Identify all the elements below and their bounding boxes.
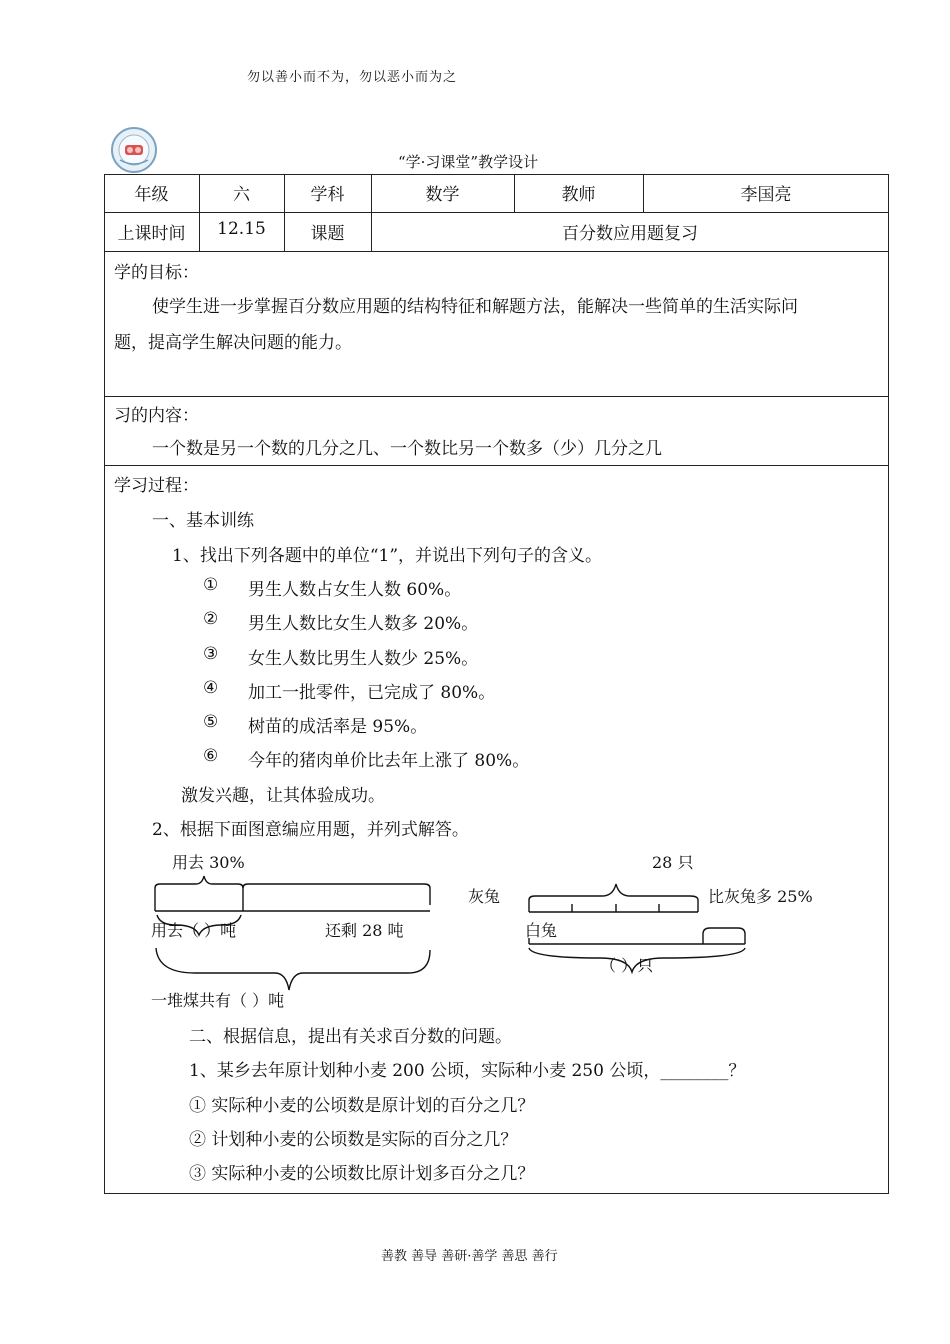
sub-question: ① 实际种小麦的公顷数是原计划的百分之几？ [189,1096,535,1116]
footer-slogan: 善教 善导 善研·善学 善思 善行 [381,1249,558,1264]
label-white-rabbit-answer: （ ）只 [600,956,654,975]
label-coal-total: 一堆煤共有（ ）吨 [151,991,285,1010]
topic-label: 课题 [310,224,345,244]
content-text: 一个数是另一个数的几分之几、一个数比另一个数多（少）几分之几 [152,439,662,459]
sub-question: ② 计划种小麦的公顷数是实际的百分之几？ [189,1130,518,1150]
label-used-percent: 用去 30% [172,853,245,872]
subject-label: 学科 [310,185,345,205]
item-text: 男生人数比女生人数多 20%。 [248,614,479,634]
item-number: ② [203,609,219,629]
item-text: 加工一批零件，已完成了 80%。 [248,683,496,703]
class-time-value: 12.15 [217,219,266,239]
label-used-tons: 用去（ ）吨 [151,921,237,940]
subject-value: 数学 [425,185,460,205]
item-text: 树苗的成活率是 95%。 [248,717,428,737]
item-number: ③ [203,644,219,664]
label-gray-rabbit: 灰兔 [468,887,501,906]
item-number: ④ [203,678,219,698]
content-heading: 习的内容： [114,406,199,426]
topic-value: 百分数应用题复习 [562,224,698,244]
document-title: “学·习课堂”教学设计 [398,153,539,171]
teacher-value: 李国亮 [740,185,792,205]
question-2: 2、根据下面图意编应用题，并列式解答。 [152,820,469,840]
teacher-label: 教师 [561,185,596,205]
question-1: 1、找出下列各题中的单位“1”，并说出下列句子的含义。 [172,546,603,566]
item-text: 女生人数比男生人数少 25%。 [248,649,479,669]
encouragement: 激发兴趣，让其体验成功。 [181,786,385,806]
label-remaining: 还剩 28 吨 [325,921,404,940]
question-wheat: 1、某乡去年原计划种小麦 200 公顷，实际种小麦 250 公顷，________？ [189,1061,746,1081]
motto: 勿以善小而不为，勿以恶小而为之 [247,70,458,85]
sub-question: ③ 实际种小麦的公顷数比原计划多百分之几？ [189,1164,535,1184]
item-number: ① [203,575,219,595]
goals-line-2: 题，提高学生解决问题的能力。 [114,333,352,353]
item-text: 今年的猪肉单价比去年上涨了 80%。 [248,751,530,771]
grade-label: 年级 [134,185,169,205]
section-ask-questions: 二、根据信息，提出有关求百分数的问题。 [189,1027,512,1047]
class-time-label: 上课时间 [117,224,186,244]
item-text: 男生人数占女生人数 60%。 [248,580,462,600]
item-number: ⑤ [203,712,219,732]
label-25-percent-more: 比灰兔多 25% [708,887,813,906]
goals-line-1: 使学生进一步掌握百分数应用题的结构特征和解题方法，能解决一些简单的生活实际问 [152,297,798,317]
section-basic-training: 一、基本训练 [152,511,254,531]
item-number: ⑥ [203,746,219,766]
grade-value: 六 [233,185,250,205]
label-white-rabbit: 白兔 [525,921,558,940]
process-heading: 学习过程： [114,476,199,496]
label-28-rabbits: 28 只 [652,853,694,872]
goals-heading: 学的目标： [114,263,199,283]
